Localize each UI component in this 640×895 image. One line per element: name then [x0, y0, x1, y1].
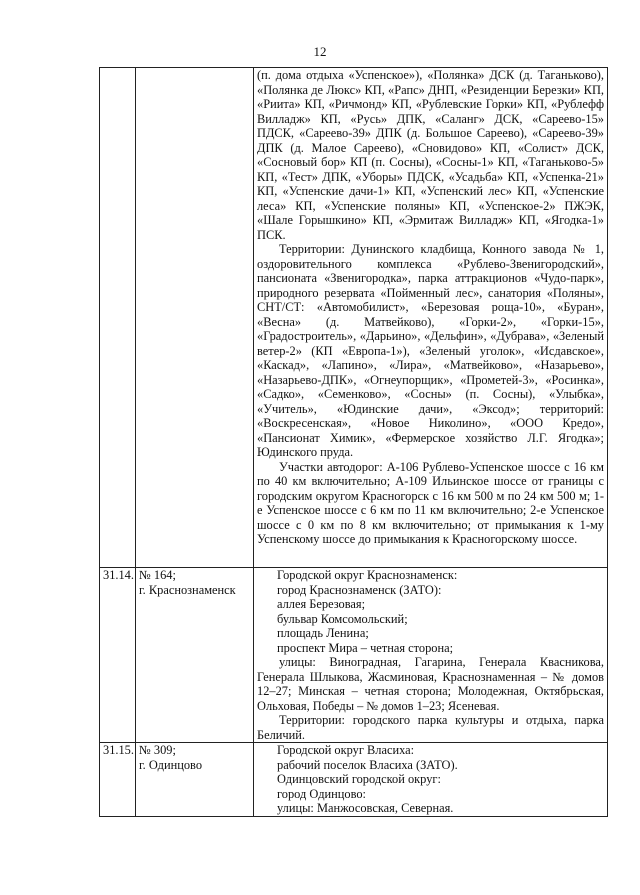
content-paragraph: улицы: Виноградная, Гагарина, Генерала Квасникова, Генерала Шлыкова, Жасминовая, Краснознаменная – № домов 12–27; Минская – четная сторона; Молодежная, Октябрьская, Ольховая, Победы – № домов 1–23; Ясеневая. [257, 655, 604, 713]
content-paragraph: проспект Мира – четная сторона; [277, 640, 454, 655]
row-number: 31.14. [100, 568, 136, 743]
district-cell [136, 68, 254, 568]
content-paragraph: площадь Ленина; [277, 626, 369, 640]
content-paragraph: Городской округ Власиха: [277, 743, 415, 757]
content-paragraph: Территории: Дунинского кладбища, Конного завода № 1, оздоровительного комплекса «Рублево-Звенигородский», пансионата «Звенигородка», парка аттракционов «Чудо-парк», природного резервата «Пойменный лес», санатория «Поляны», СНТ/СТ: «Автомобилист», «Березовая роща-10», «Буран», «Весна» (д. Матвейково), «Горки-2», «Горки-15», «Градостроитель», «Дарьино», «Дельфин», «Дубрава», «Зеленый ветер-2» (КП «Европа-1»), «Зеленый уголок», «Исдавское», «Каскад», «Лапино», «Лира», «Матвейково», «Назарьево», «Назарьево-ДПК», «Огнеупорщик», «Прометей-3», «Росинка», «Садко», «Семенково», «Сосны» (п. Сосны), «Улыбка», «Учитель», «Юдинские дачи», «Эксод»; территорий: «Воскресенская», «Новое Николино», «ООО Кредо», «Пансионат Химик», «Фермерское хозяйство Л.Г. Ягодка»; Юдинского пруда. [257, 242, 604, 459]
content-paragraph: бульвар Комсомольский; [277, 611, 408, 626]
content-cell [254, 743, 608, 817]
content-paragraph: рабочий поселок Власиха (ЗАТО). [277, 757, 458, 772]
row-number: 31.15. [100, 743, 136, 817]
table-row [100, 743, 608, 817]
content-paragraph: аллея Березовая; [277, 597, 366, 611]
content-paragraph: (п. дома отдыха «Успенское»), «Полянка» ДСК (д. Таганьково), «Полянка де Люкс» КП, «Рапс» ДНП, «Резиденции Березки» КП, «Риита» КП, «Ричмонд» КП, «Рублевские Горки» КП, «Рублефф Вилладж» КП, «Русь» ДПК, «Саланг» ДСК, «Сареево-15» ПДСК, «Сареево-39» ДПК (д. Большое Сареево), «Сареево-39» ДПК (д. Малое Сареево), «Сновидово» КП, «Солист» ДСК, «Сосновый бор» КП (п. Сосны), «Сосны-1» КП, «Таганьково-5» КП, «Тест» ДПК, «Уборы» ПДСК, «Усадьба» КП, «Успенка-21» КП, «Успенские дачи-1» КП, «Успенский лес» КП, «Успенские леса» КП, «Успенские поляны» КП, «Успенское-2» ПЖЭК, «Шале Горышкино» КП, «Эрмитаж Вилладж» КП, «Ягодка-1» ПСК. [257, 68, 604, 242]
content-paragraph: город Одинцово: [277, 786, 366, 801]
table-row [100, 568, 608, 743]
page-number: 12 [313, 44, 327, 59]
content-paragraph: город Краснознаменск (ЗАТО): [277, 582, 442, 597]
table-row [100, 68, 608, 568]
district-cell: № 164; г. Краснознаменск [136, 568, 254, 743]
row-number [100, 68, 136, 568]
content-paragraph: Городской округ Краснознаменск: [277, 568, 458, 582]
content-cell [254, 568, 608, 743]
content-paragraph: Участки автодорог: А-106 Рублево-Успенское шоссе с 16 км по 40 км включительно; А-109 Ильинское шоссе от границы с городским округом Красногорск с 16 км 500 м по 24 км 500 м; 1-е Успенское шоссе с 6 км по 11 км включительно; 2-е Успенское шоссе с 0 км по 8 км включительно; от примыкания к 1-му Успенскому шоссе до примыкания к Красногорскому шоссе. [257, 459, 604, 546]
district-cell: № 309; г. Одинцово [136, 743, 254, 817]
content-paragraph: Территории: городского парка культуры и отдыха, парка Беличий. [257, 713, 604, 742]
content-paragraph: Одинцовский городской округ: [277, 772, 441, 786]
content-cell [254, 68, 608, 568]
content-paragraph: улицы: Манжосовская, Северная. [277, 801, 454, 815]
district-table [99, 67, 608, 817]
